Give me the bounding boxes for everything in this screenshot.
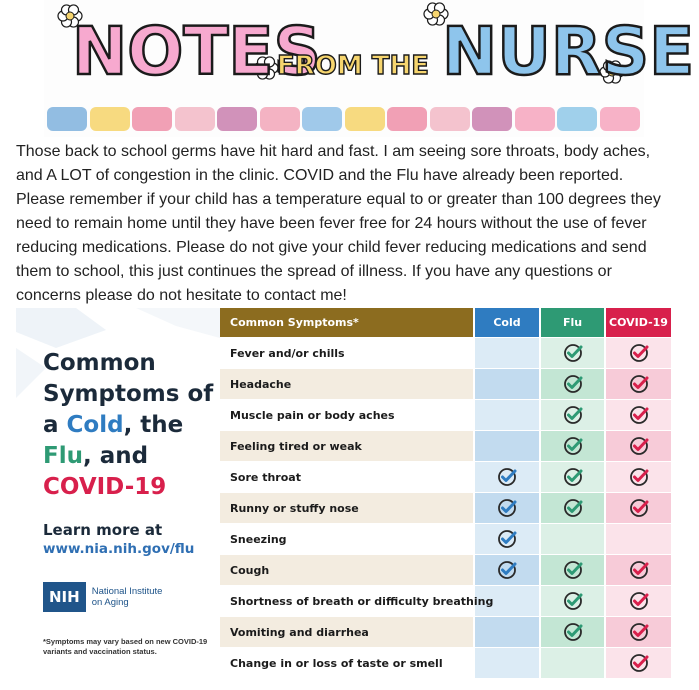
symptom-label: Runny or stuffy nose [220,493,474,524]
symptom-row [220,369,672,400]
checkmark-icon [628,404,650,426]
infographic-left-panel [16,308,220,674]
watercolor-swatch [175,107,215,131]
checkmark-icon [628,342,650,364]
symptoms-infographic [16,308,672,674]
symptom-flu-cell [540,431,605,462]
headline-cold: Cold [66,412,124,438]
symptom-flu-cell [540,648,605,679]
symptom-covid-cell [605,555,672,586]
symptom-label: Feeling tired or weak [220,431,474,462]
infographic-footnote: *Symptoms may vary based on new COVID-19 variants and vaccination status. [43,637,208,656]
symptom-label: Headache [220,369,474,400]
header-common-symptoms: Common Symptoms* [220,308,474,338]
symptom-flu-cell [540,400,605,431]
checkmark-icon [628,559,650,581]
symptom-row [220,493,672,524]
checkmark-icon [562,559,584,581]
checkmark-icon [496,559,518,581]
symptom-covid-cell [605,338,672,369]
symptom-label: Change in or loss of taste or smell [220,648,474,679]
symptom-label: Muscle pain or body aches [220,400,474,431]
symptom-row [220,617,672,648]
symptom-cold-cell [474,524,540,555]
symptom-row [220,431,672,462]
symptom-row [220,524,672,555]
checkmark-icon [628,621,650,643]
symptom-flu-cell [540,617,605,648]
symptom-cold-cell [474,431,540,462]
watercolor-swatch [472,107,512,131]
symptom-covid-cell [605,369,672,400]
symptom-covid-cell [605,493,672,524]
checkmark-icon [562,621,584,643]
article-paragraph: Those back to school germs have hit hard and fast. I am seeing sore throats, body aches, and A LOT of congestion in the clinic. COVID and the Flu have already been reported. Please remember if your child has a temperature equal to or greater than 100 degrees they need to remain home until they have been fever free for 24 hours without the use of fever reducing medications. Please do not give your child fever reducing medications and send them to school, this just continues the spread of illness. If you have any questions or concerns please do not hesitate to contact me! [16,143,661,304]
symptom-covid-cell [605,400,672,431]
article-body [16,140,676,308]
watercolor-swatch [90,107,130,131]
symptom-row [220,338,672,369]
banner-title-notes: NOTES [72,13,321,90]
symptom-covid-cell [605,524,672,555]
checkmark-icon [628,652,650,674]
symptom-flu-cell [540,369,605,400]
symptoms-table-header [220,308,672,338]
symptom-cold-cell [474,493,540,524]
checkmark-icon [628,373,650,395]
symptom-cold-cell [474,617,540,648]
symptom-covid-cell [605,617,672,648]
header-flu: Flu [540,308,605,338]
symptom-label: Cough [220,555,474,586]
header-cold: Cold [474,308,540,338]
headline-covid: COVID-19 [43,474,167,500]
nih-institute-name: National Institute on Aging [91,586,163,608]
symptom-label: Shortness of breath or difficulty breathing [220,586,474,617]
symptom-flu-cell [540,338,605,369]
symptom-flu-cell [540,555,605,586]
watercolor-swatch [557,107,597,131]
symptom-cold-cell [474,462,540,493]
watercolor-swatch [515,107,555,131]
watercolor-swatch [430,107,470,131]
watercolor-swatch [600,107,640,131]
nurse-notes-banner [44,0,695,137]
watercolor-swatch-strip [44,104,644,134]
symptom-covid-cell [605,648,672,679]
symptom-flu-cell [540,586,605,617]
headline-part-2: , the [123,412,184,438]
nih-logo [43,580,172,614]
banner-title-nurse: NURSE [442,13,695,90]
symptom-label: Fever and/or chills [220,338,474,369]
checkmark-icon [562,404,584,426]
checkmark-icon [562,373,584,395]
symptom-flu-cell [540,493,605,524]
checkmark-icon [562,435,584,457]
checkmark-icon [562,497,584,519]
banner-title-graphic [44,2,695,94]
symptom-label: Sneezing [220,524,474,555]
checkmark-icon [628,497,650,519]
watercolor-swatch [260,107,300,131]
headline-part-1: Common Symptoms of a [43,350,214,438]
symptom-cold-cell [474,338,540,369]
checkmark-icon [628,466,650,488]
symptom-cold-cell [474,400,540,431]
symptom-row [220,555,672,586]
symptom-label: Sore throat [220,462,474,493]
symptom-covid-cell [605,431,672,462]
symptom-cold-cell [474,648,540,679]
checkmark-icon [496,528,518,550]
header-covid-19: COVID-19 [605,308,672,338]
symptom-row [220,400,672,431]
watercolor-swatch [302,107,342,131]
checkmark-icon [562,590,584,612]
symptom-row [220,648,672,679]
headline-part-3: , and [82,443,149,469]
symptom-cold-cell [474,555,540,586]
symptom-flu-cell [540,462,605,493]
symptoms-table [220,308,673,679]
watercolor-swatch [132,107,172,131]
checkmark-icon [628,590,650,612]
watercolor-swatch [387,107,427,131]
watercolor-swatch [47,107,87,131]
infographic-headline [43,348,218,503]
learn-more-block [43,521,218,558]
checkmark-icon [496,497,518,519]
learn-more-label: Learn more at [43,521,163,539]
checkmark-icon [562,342,584,364]
watercolor-swatch [345,107,385,131]
checkmark-icon [628,435,650,457]
symptom-label: Vomiting and diarrhea [220,617,474,648]
headline-flu: Flu [43,443,83,469]
symptom-row [220,586,672,617]
symptom-covid-cell [605,586,672,617]
checkmark-icon [496,466,518,488]
symptom-row [220,462,672,493]
banner-title-from-the: FROM THE [277,51,430,81]
nih-logo-mark: NIH [43,582,86,612]
symptom-flu-cell [540,524,605,555]
learn-more-url[interactable]: www.nia.nih.gov/flu [43,541,195,557]
watercolor-swatch [217,107,257,131]
symptom-covid-cell [605,462,672,493]
symptom-cold-cell [474,369,540,400]
checkmark-icon [562,466,584,488]
